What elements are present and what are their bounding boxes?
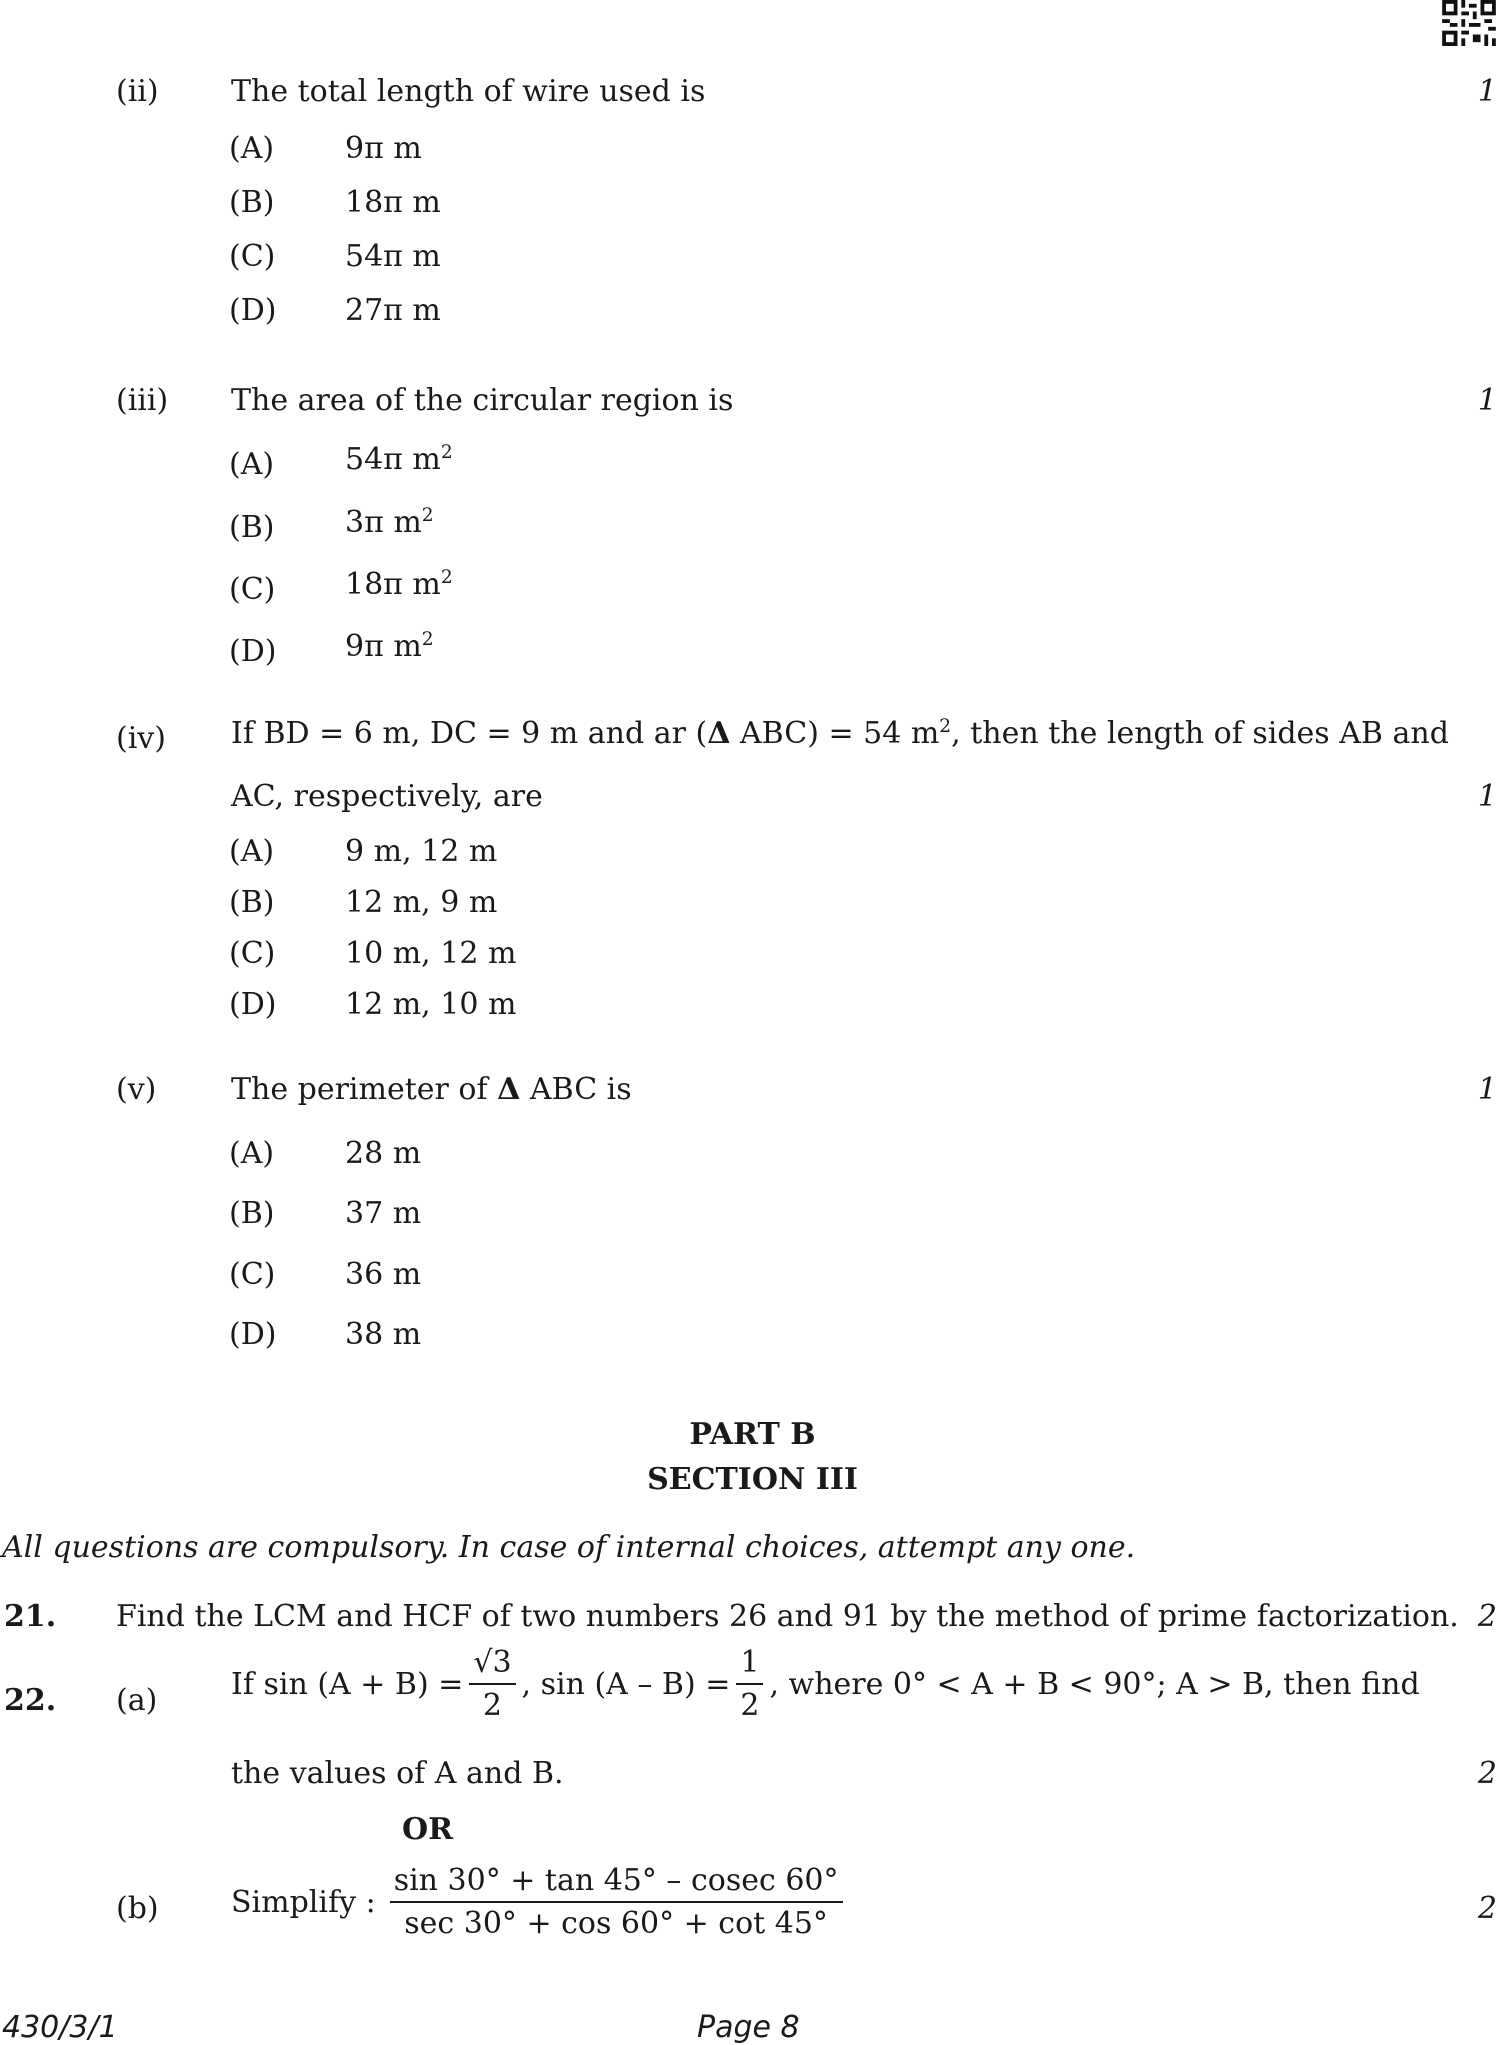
qr-code-icon — [1441, 0, 1497, 46]
option-value: 9π $m^2$ — [345, 629, 434, 664]
option-label: (A) — [229, 1136, 275, 1171]
option-value: 9π m — [345, 131, 422, 166]
option-value: 38 m — [345, 1317, 422, 1352]
option-label: (B) — [229, 185, 275, 220]
fraction: $\frac{√3}{2}$ — [469, 1646, 515, 1722]
option-label: (D) — [229, 293, 277, 328]
option-label: (A) — [229, 834, 275, 869]
option-value: 54π m — [345, 239, 441, 274]
fraction: $\frac{1}{2}$ — [736, 1646, 763, 1722]
option-label: (A) — [229, 131, 275, 166]
section-instructions: All questions are compulsory. In case of internal choices, attempt any one. — [2, 1530, 1136, 1565]
marks: 2 — [1477, 1599, 1497, 1634]
option-value: 27π m — [345, 293, 441, 328]
question-number: (iv) — [116, 721, 166, 756]
option-value: 10 m, 12 m — [345, 936, 517, 971]
option-label: (C) — [229, 936, 276, 971]
section-heading: SECTION III — [647, 1462, 858, 1497]
page-number: Page 8 — [697, 2010, 800, 2045]
marks: 1 — [1477, 383, 1497, 418]
option-value: 12 m, 9 m — [345, 885, 498, 920]
question-stem: If BD = 6 m, DC = 9 m and ar (Δ ABC) = 54 $m^2$, then the length of sides AB and — [231, 716, 1449, 751]
option-value: 18π $m^2$ — [345, 567, 453, 602]
option-value: 28 m — [345, 1136, 422, 1171]
option-label: (C) — [229, 239, 276, 274]
question-stem: The area of the circular region is — [231, 383, 734, 418]
option-label: (D) — [229, 1317, 277, 1352]
option-value: 9 m, 12 m — [345, 834, 498, 869]
marks: 2 — [1477, 1891, 1497, 1926]
option-value: 37 m — [345, 1196, 422, 1231]
question-number: (ii) — [116, 74, 159, 109]
question-number: (iii) — [116, 383, 169, 418]
question-stem: If sin (A + B) = $\frac{√3}{2}$ , sin (A – B) = $\frac{1}{2}$ , where 0° < A + B < 90°; A > B, then find — [231, 1645, 1420, 1723]
option-label: (A) — [229, 447, 275, 482]
question-stem-line2: AC, respectively, are — [231, 779, 543, 814]
question-number: 21. — [4, 1599, 57, 1634]
option-label: (C) — [229, 1257, 276, 1292]
sub-question-label: (b) — [116, 1891, 159, 1926]
question-stem: The total length of wire used is — [231, 74, 706, 109]
option-value: 54π $m^2$ — [345, 442, 453, 477]
option-label: (B) — [229, 885, 275, 920]
or-separator: OR — [402, 1812, 454, 1847]
option-label: (B) — [229, 510, 275, 545]
question-number: (v) — [116, 1072, 157, 1107]
option-label: (D) — [229, 634, 277, 669]
marks: 1 — [1477, 74, 1497, 109]
question-stem: Simplify : $\frac{\sin 30^\circ + \tan 45^\circ - cosec 60^\circ}{\sec 30^\circ + \cos 60^\circ + \cot 45^\circ}$ — [231, 1864, 849, 1940]
marks: 1 — [1477, 779, 1497, 814]
option-value: 18π m — [345, 185, 441, 220]
sub-question-label: (a) — [116, 1683, 158, 1718]
marks: 1 — [1477, 1072, 1497, 1107]
question-stem-line2: the values of A and B. — [231, 1756, 564, 1791]
paper-code: 430/3/1 — [2, 2010, 118, 2045]
marks: 2 — [1477, 1756, 1497, 1791]
option-label: (D) — [229, 987, 277, 1022]
question-text: Find the LCM and HCF of two numbers 26 and 91 by the method of prime factorization. — [116, 1599, 1459, 1634]
option-label: (B) — [229, 1196, 275, 1231]
option-label: (C) — [229, 572, 276, 607]
question-number: 22. — [4, 1683, 57, 1718]
option-value: 12 m, 10 m — [345, 987, 517, 1022]
fraction: $\frac{\sin 30^\circ + \tan 45^\circ - cosec 60^\circ}{\sec 30^\circ + \cos 60^\circ + \cot 45^\circ}$ — [390, 1864, 843, 1940]
option-value: 3π $m^2$ — [345, 505, 434, 540]
option-value: 36 m — [345, 1257, 422, 1292]
question-stem: The perimeter of Δ ABC is — [231, 1072, 632, 1107]
part-heading: PART B — [689, 1417, 816, 1452]
